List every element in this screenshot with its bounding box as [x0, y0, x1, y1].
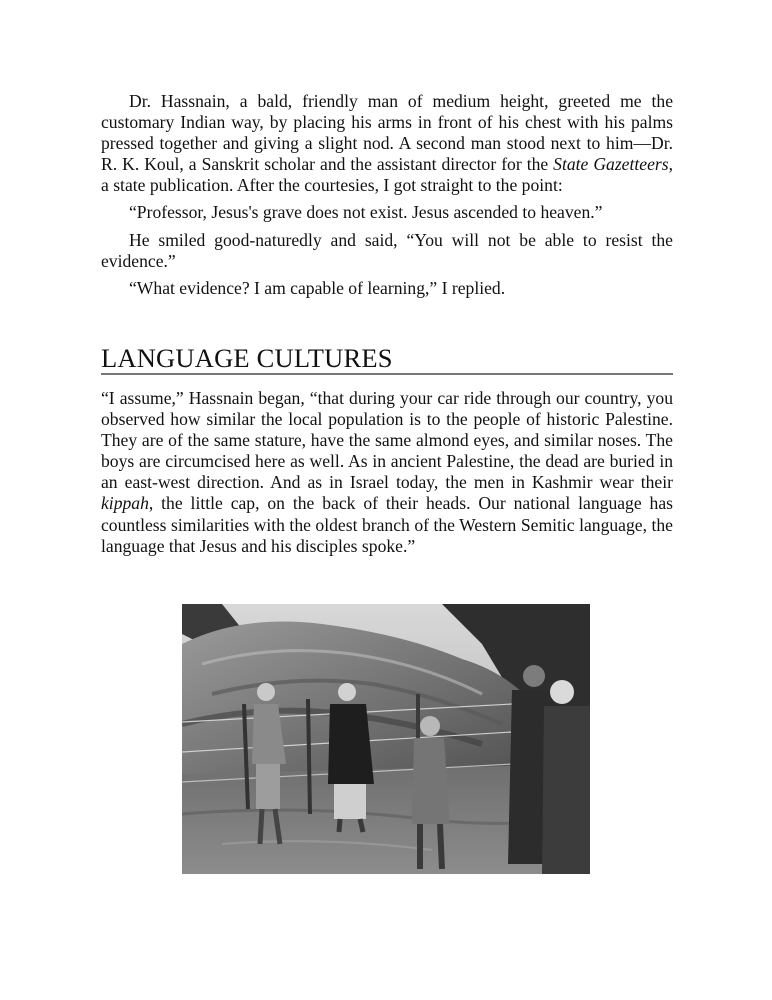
intro-paragraph-1-text-end: , a state publication. After the courtesies, I got straight to the point:	[101, 154, 673, 196]
intro-paragraph-2: “Professor, Jesus's grave does not exist. Jesus ascended to heaven.”	[129, 202, 603, 223]
section-heading: LANGUAGE CULTURES	[101, 343, 393, 373]
intro-paragraph-1	[101, 91, 673, 196]
intro-text	[101, 91, 673, 299]
photo-illustration	[182, 604, 590, 874]
intro-paragraph-1-text-start: Dr. Hassnain, a bald, friendly man of medium height, greeted me the customary Indian way, by placing his arms in front of his chest with his palms pressed together and giving a slight nod. A second man stood next to him—Dr. R. K. Koul, a Sanskrit scholar and the assistant director for the	[101, 91, 673, 175]
section-text	[101, 388, 673, 557]
state-gazetteers-title: State Gazetteers	[553, 154, 669, 175]
section-paragraph-1	[101, 388, 673, 557]
photo-kashmir-villagers	[182, 604, 590, 874]
section-paragraph-1-text-start: “I assume,” Hassnain began, “that during your car ride through our country, you observed how similar the local population is to the people of historic Palestine. They are of the same stature, have the same almond eyes, and similar noses. The boys are circumcised here as well. As in ancient Palestine, the dead are buried in an east-west direction. And as in Israel today, the men in Kashmir wear their	[101, 388, 673, 493]
heading-underline	[101, 373, 673, 375]
intro-paragraph-4: “What evidence? I am capable of learning,” I replied.	[129, 277, 506, 298]
intro-paragraph-3: He smiled good-naturedly and said, “You will not be able to resist the evidence.”	[101, 229, 673, 271]
section-paragraph-1-text-end: , the little cap, on the back of their heads. Our national language has countless similarities with the oldest branch of the Western Semitic language, the language that Jesus and his disciples spoke.”	[101, 493, 673, 556]
kippah-term: kippah	[101, 493, 149, 514]
section-heading-block	[101, 343, 673, 375]
